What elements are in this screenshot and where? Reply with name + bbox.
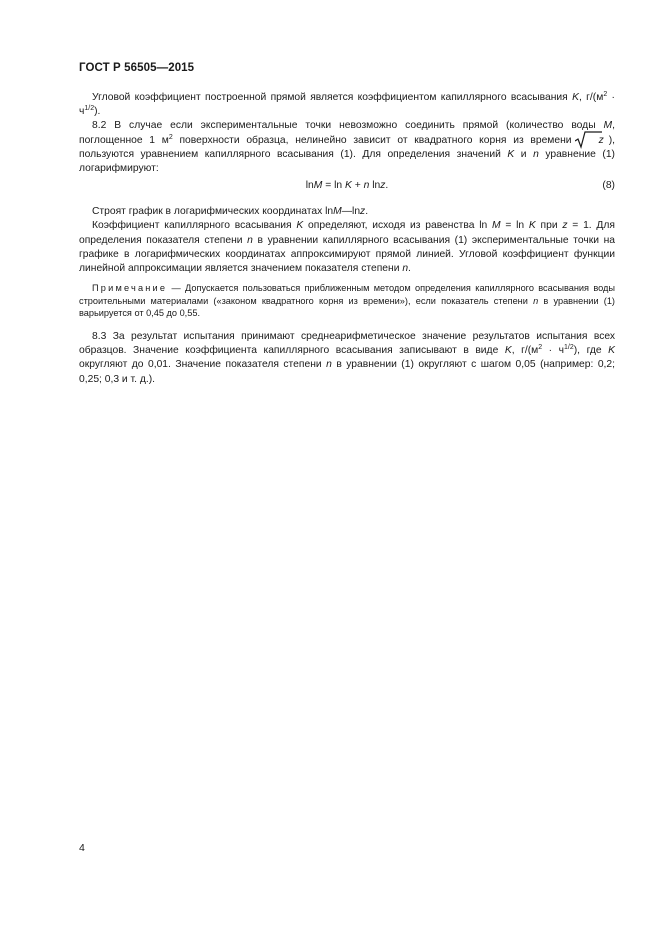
text: + [351,180,364,192]
paragraph-coefficient-determination [79,219,615,276]
superscript: 1/2 [84,105,95,113]
text: = ln [322,180,345,192]
superscript: 2 [168,133,173,141]
superscript: 2 [538,344,543,352]
symbol-k: K [504,345,512,357]
symbol-k: K [572,92,579,103]
text: = ln [500,220,529,232]
symbol-n: n [533,295,539,306]
symbol-m: M [333,206,342,218]
equation-body [79,179,615,193]
text: в уравнении (1) варьируется от 0,45 до 0,55. [79,295,615,319]
unit-text: , г/(м [511,345,539,357]
symbol-k: K [344,180,352,192]
unit-text: ). [94,106,101,118]
text: в уравнении (1) округляют с шагом 0,05 (например: 0,2; 0,25; 0,3 и т. д.). [79,359,616,385]
symbol-m: M [603,120,613,132]
unit-text: , г/(м [578,92,604,103]
text: , поглощенное 1 м [79,120,615,146]
text: где [580,345,609,357]
text: . [385,180,389,192]
symbol-k: K [507,148,515,160]
text: Строят график в логарифмических координатах ln [92,206,334,218]
text: Коэффициент капиллярного всасывания [92,220,297,232]
text: В случае если экспериментальные точки невозможно соединить прямой (количество воды [106,120,596,132]
unit-text: ), [573,345,581,357]
clause-number: 8.2 [92,120,107,132]
superscript: 2 [603,91,608,98]
superscript: 1/2 [564,344,574,352]
symbol-z: z [562,220,568,232]
square-root-symbol [575,134,606,148]
page-number: 4 [79,842,85,854]
paragraph-8-3 [79,330,615,387]
text: Угловой коэффициент построенной прямой является коэффициентом капиллярного всасывания [92,92,568,103]
note-label: Примечание [92,283,168,294]
text: . [408,263,411,275]
text: ln [305,180,314,192]
symbol-k: K [608,345,615,357]
paragraph-slope-coefficient [79,91,615,119]
equation-8 [79,179,615,199]
text: —ln [341,206,361,218]
text: . [365,206,369,218]
text: определяют, исходя из равенства ln [303,220,492,232]
note [79,282,615,320]
symbol-k: K [296,220,304,232]
radical-sign-icon [575,131,603,149]
paragraph-8-2 [79,119,615,176]
text: ln [369,180,381,192]
text: ), пользуются уравнением капиллярного всасывания (1). Для определения значений [79,134,616,160]
unit-text: · ч [79,92,615,118]
radicand: z [598,134,604,146]
symbol-z: z [380,180,386,192]
text: поверхности образца, нелинейно зависит от квадратного корня из времени [172,134,572,146]
text: при [535,220,563,232]
text: округляют до 0,01. Значение показателя степени [79,359,327,371]
text: и [514,148,534,160]
symbol-n: n [402,263,409,275]
text: = 1. Для определения показателя степени [79,220,615,246]
unit-text: · ч [542,345,564,357]
text: уравнение (1) логарифмируют: [79,148,615,175]
symbol-m: M [492,220,501,232]
document-header: ГОСТ Р 56505—2015 [79,62,195,74]
clause-number: 8.3 [92,331,107,343]
text: За результат испытания принимают среднеарифметическое значение результатов испытания всех образцов. Значение коэффициента капиллярного всасывания записывают в виде [79,331,615,357]
equation-number: (8) [602,180,615,192]
symbol-n: n [326,359,332,371]
symbol-n: n [363,180,370,192]
symbol-z: z [360,206,366,218]
text: в уравнении капиллярного всасывания (1) экспериментальные точки на графике в логарифмических координатах аппроксимируют прямой линией. Угловой коэффициент функции линейной аппроксимации является значением показателя степени [79,234,616,275]
symbol-n: n [533,148,539,160]
text: — Допускается пользоваться приближенным методом определения капиллярного всасывания воды строительными материалами («законом квадратного корня из времени»), если показатель степени [79,283,615,306]
document-body [79,91,615,387]
symbol-m: M [313,180,323,192]
symbol-n: n [247,234,253,246]
symbol-k: K [528,220,536,232]
paragraph-plot [79,205,615,219]
